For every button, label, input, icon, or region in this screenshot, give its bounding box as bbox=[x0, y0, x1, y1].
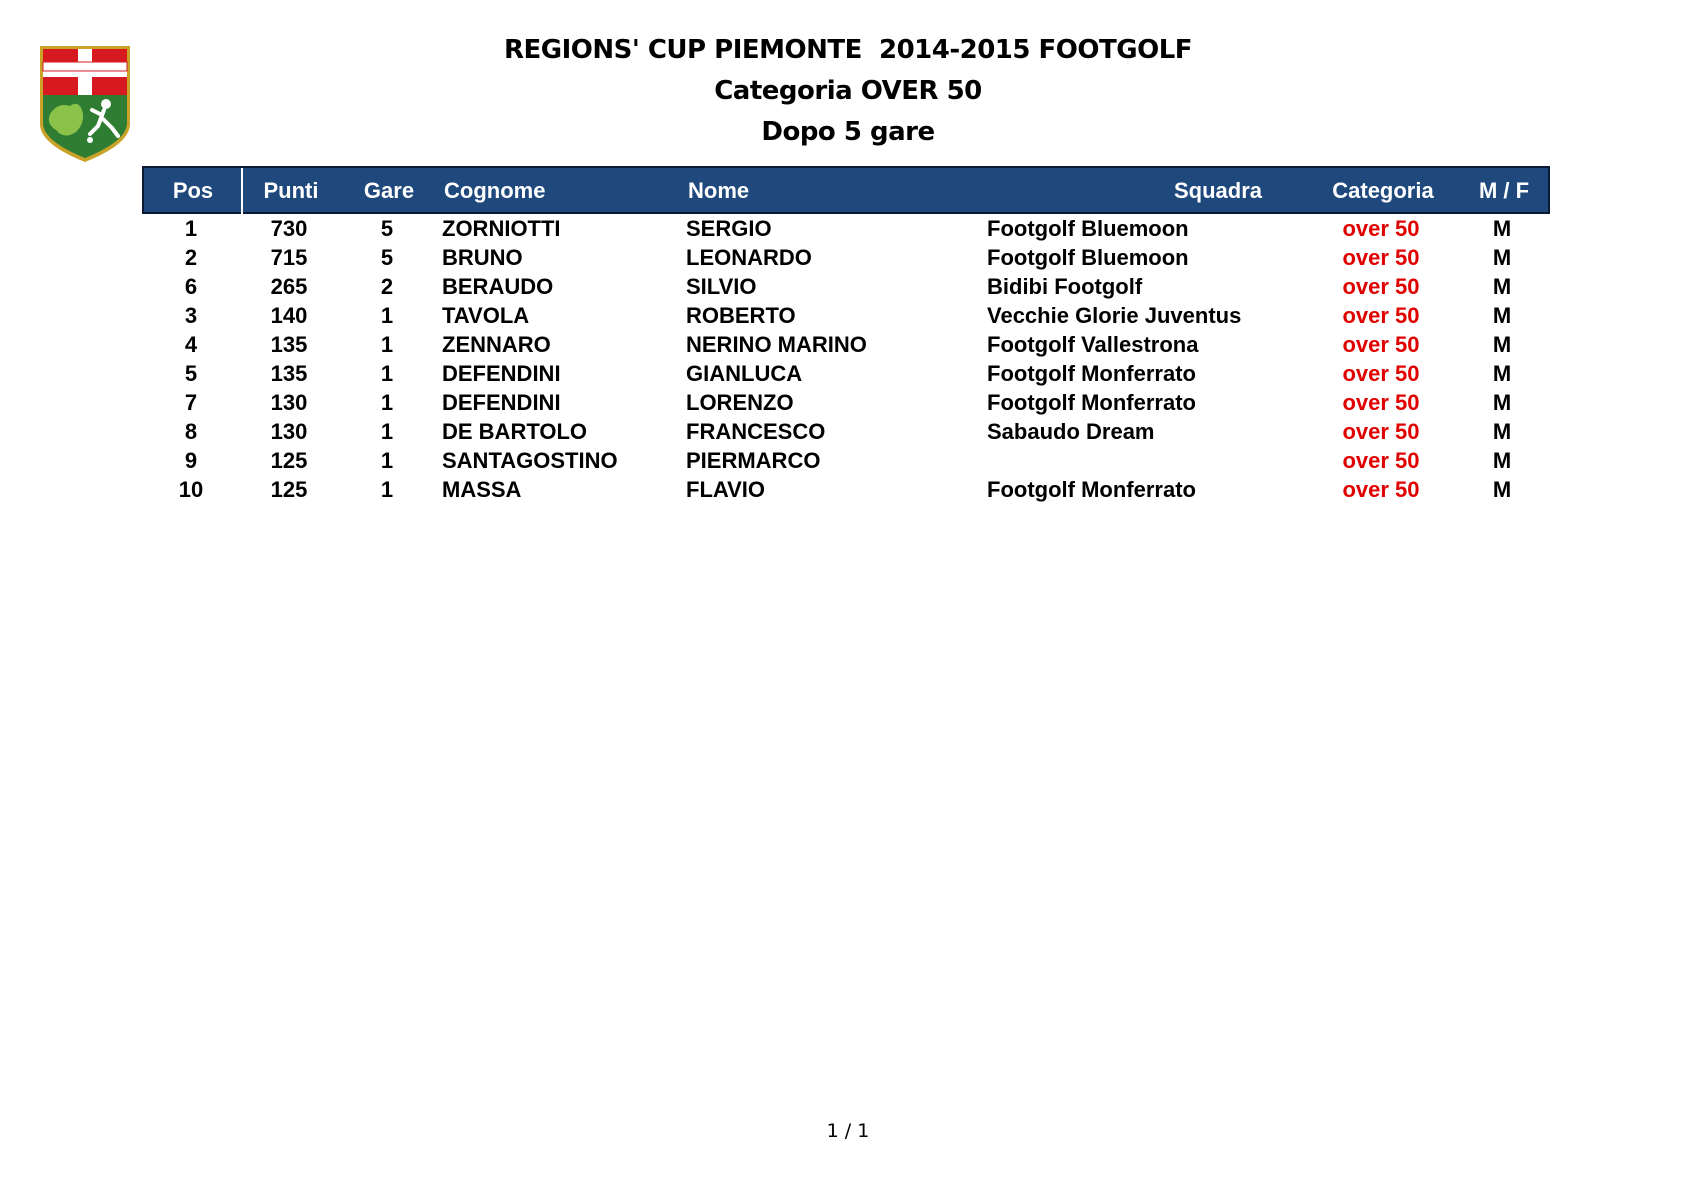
cell-gare: 1 bbox=[380, 303, 394, 328]
document-title: REGIONS' CUP PIEMONTE 2014-2015 FOOTGOLF bbox=[503, 35, 1193, 65]
cell-gare: 1 bbox=[380, 477, 394, 502]
table-row bbox=[142, 301, 1550, 330]
column-header-pos: Pos bbox=[172, 178, 214, 203]
cell-mf: M bbox=[1492, 332, 1512, 357]
document-subtitle-2: Dopo 5 gare bbox=[761, 117, 935, 147]
cell-cognome: DEFENDINI bbox=[442, 361, 561, 386]
cell-cognome: ZORNIOTTI bbox=[442, 216, 561, 241]
table-row bbox=[142, 417, 1550, 446]
column-header-categoria: Categoria bbox=[1332, 178, 1434, 203]
cell-cognome: MASSA bbox=[442, 477, 522, 502]
cell-mf: M bbox=[1492, 477, 1512, 502]
cell-punti: 135 bbox=[270, 332, 308, 357]
cell-mf: M bbox=[1492, 245, 1512, 270]
cell-mf: M bbox=[1492, 216, 1512, 241]
cell-punti: 130 bbox=[270, 419, 308, 444]
cell-punti: 125 bbox=[270, 477, 308, 502]
cell-mf: M bbox=[1492, 361, 1512, 386]
cell-pos: 1 bbox=[184, 216, 198, 241]
cell-pos: 4 bbox=[184, 332, 198, 357]
cell-pos: 2 bbox=[184, 245, 198, 270]
cell-punti: 140 bbox=[270, 303, 308, 328]
cell-punti: 130 bbox=[270, 390, 308, 415]
page-indicator: 1 / 1 bbox=[826, 1120, 870, 1142]
cell-categoria: over 50 bbox=[1342, 361, 1420, 386]
cell-categoria: over 50 bbox=[1342, 419, 1420, 444]
cell-nome: SERGIO bbox=[686, 216, 772, 241]
cell-cognome: TAVOLA bbox=[442, 303, 530, 328]
cell-mf: M bbox=[1492, 274, 1512, 299]
cell-categoria: over 50 bbox=[1342, 245, 1420, 270]
table-row bbox=[142, 330, 1550, 359]
cell-punti: 135 bbox=[270, 361, 308, 386]
table-row bbox=[142, 475, 1550, 504]
column-header-nome: Nome bbox=[688, 178, 750, 203]
cell-punti: 265 bbox=[270, 274, 308, 299]
document-title-block bbox=[0, 30, 1684, 153]
cell-squadra: Footgolf Bluemoon bbox=[987, 216, 1189, 241]
table-row bbox=[142, 446, 1550, 475]
cell-cognome: BRUNO bbox=[442, 245, 523, 270]
cell-punti: 730 bbox=[270, 216, 308, 241]
cell-gare: 5 bbox=[380, 216, 394, 241]
cell-pos: 10 bbox=[178, 477, 204, 502]
cell-categoria: over 50 bbox=[1342, 390, 1420, 415]
column-header-cognome: Cognome bbox=[444, 178, 546, 203]
cell-squadra: Footgolf Monferrato bbox=[987, 477, 1196, 502]
cell-squadra: Footgolf Monferrato bbox=[987, 361, 1196, 386]
table-row bbox=[142, 243, 1550, 272]
cell-gare: 2 bbox=[380, 274, 394, 299]
cell-nome: PIERMARCO bbox=[686, 448, 821, 473]
cell-categoria: over 50 bbox=[1342, 274, 1420, 299]
cell-nome: GIANLUCA bbox=[686, 361, 803, 386]
column-header-squadra: Squadra bbox=[1173, 178, 1263, 203]
cell-punti: 125 bbox=[270, 448, 308, 473]
cell-gare: 5 bbox=[380, 245, 394, 270]
cell-categoria: over 50 bbox=[1342, 216, 1420, 241]
cell-cognome: BERAUDO bbox=[442, 274, 554, 299]
column-header-gare: Gare bbox=[363, 178, 415, 203]
table-row bbox=[142, 388, 1550, 417]
cell-cognome: DEFENDINI bbox=[442, 390, 561, 415]
cell-nome: ROBERTO bbox=[686, 303, 796, 328]
cell-cognome: ZENNARO bbox=[442, 332, 551, 357]
standings-table bbox=[142, 166, 1550, 504]
cell-cognome: DE BARTOLO bbox=[442, 419, 588, 444]
cell-pos: 5 bbox=[184, 361, 198, 386]
cell-nome: SILVIO bbox=[686, 274, 757, 299]
cell-squadra: Bidibi Footgolf bbox=[987, 274, 1143, 299]
cell-squadra: Footgolf Bluemoon bbox=[987, 245, 1189, 270]
table-row bbox=[142, 214, 1550, 243]
cell-gare: 1 bbox=[380, 448, 394, 473]
table-header bbox=[142, 166, 1550, 214]
cell-mf: M bbox=[1492, 303, 1512, 328]
document-subtitle: Categoria OVER 50 bbox=[714, 76, 982, 106]
cell-mf: M bbox=[1492, 419, 1512, 444]
cell-pos: 3 bbox=[184, 303, 198, 328]
cell-gare: 1 bbox=[380, 332, 394, 357]
cell-nome: FLAVIO bbox=[686, 477, 766, 502]
cell-gare: 1 bbox=[380, 390, 394, 415]
cell-squadra: Footgolf Vallestrona bbox=[987, 332, 1199, 357]
cell-nome: LORENZO bbox=[686, 390, 794, 415]
cell-categoria: over 50 bbox=[1342, 303, 1420, 328]
table-row bbox=[142, 359, 1550, 388]
table-row bbox=[142, 272, 1550, 301]
column-header-punti: Punti bbox=[263, 178, 319, 203]
cell-pos: 6 bbox=[184, 274, 198, 299]
cell-categoria: over 50 bbox=[1342, 477, 1420, 502]
cell-nome: NERINO MARINO bbox=[686, 332, 867, 357]
cell-squadra: Sabaudo Dream bbox=[987, 419, 1155, 444]
cell-nome: FRANCESCO bbox=[686, 419, 826, 444]
cell-cognome: SANTAGOSTINO bbox=[442, 448, 618, 473]
column-header-mf: M / F bbox=[1478, 178, 1530, 203]
cell-categoria: over 50 bbox=[1342, 448, 1420, 473]
cell-squadra: Vecchie Glorie Juventus bbox=[987, 303, 1242, 328]
cell-mf: M bbox=[1492, 390, 1512, 415]
cell-punti: 715 bbox=[270, 245, 308, 270]
cell-gare: 1 bbox=[380, 419, 394, 444]
cell-pos: 7 bbox=[184, 390, 198, 415]
cell-gare: 1 bbox=[380, 361, 394, 386]
cell-categoria: over 50 bbox=[1342, 332, 1420, 357]
cell-mf: M bbox=[1492, 448, 1512, 473]
cell-pos: 9 bbox=[184, 448, 198, 473]
cell-nome: LEONARDO bbox=[686, 245, 812, 270]
cell-pos: 8 bbox=[184, 419, 198, 444]
cell-squadra: Footgolf Monferrato bbox=[987, 390, 1196, 415]
